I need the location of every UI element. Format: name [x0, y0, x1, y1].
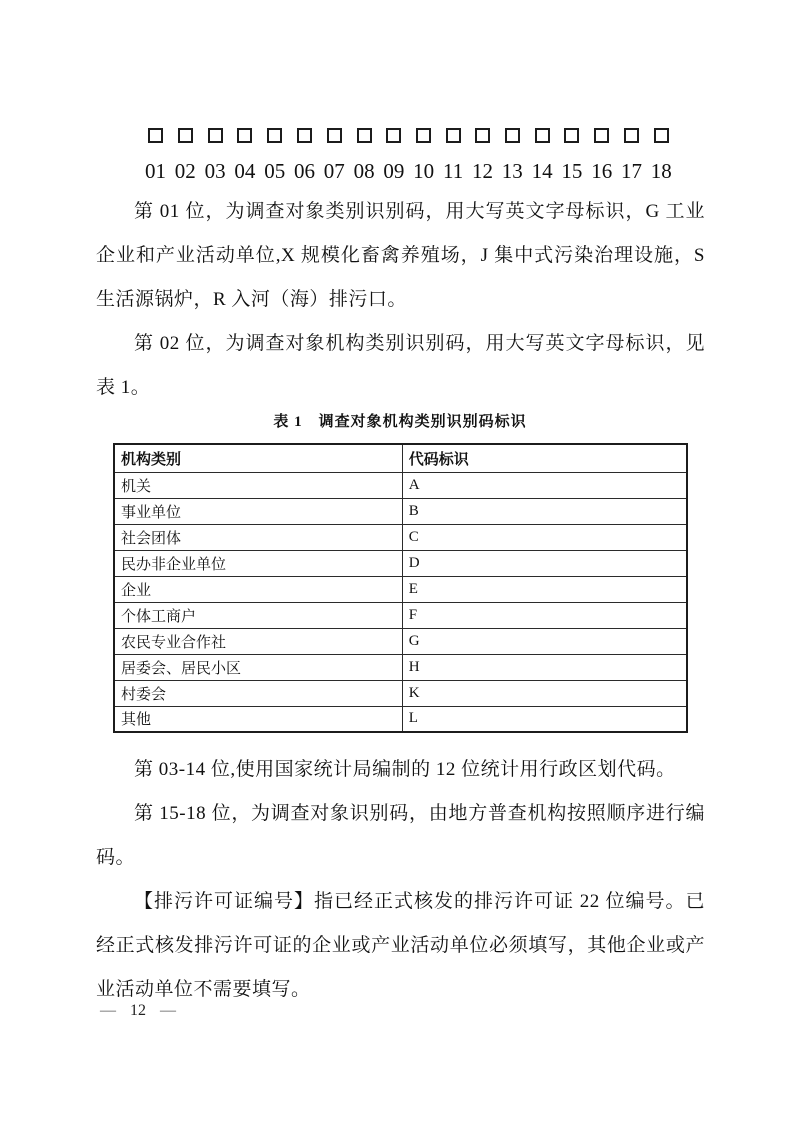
paragraph-permit-number: 【排污许可证编号】指已经正式核发的排污许可证 22 位编号。已经正式核发排污许可证的企业或产业活动单位必须填写，其他企业或产业活动单位不需要填写。 — [96, 891, 705, 1000]
checkbox-icon — [178, 128, 193, 143]
checkbox-icon — [416, 128, 431, 143]
table-row — [114, 472, 687, 498]
category-cell: 企业 — [114, 576, 402, 602]
category-cell: 民办非企业单位 — [114, 550, 402, 576]
table-header-row — [114, 444, 687, 472]
code-box-column — [145, 128, 166, 182]
page-number: 12 — [130, 1002, 146, 1019]
checkbox-icon — [654, 128, 669, 143]
position-number: 09 — [383, 159, 405, 183]
code-box-column — [234, 128, 255, 182]
position-number: 13 — [501, 159, 523, 183]
checkbox-icon — [267, 128, 282, 143]
code-cell: A — [402, 472, 687, 498]
checkbox-icon — [475, 128, 490, 143]
code-box-column — [354, 128, 375, 182]
code-box-column — [383, 128, 404, 182]
category-cell: 居委会、居民小区 — [114, 654, 402, 680]
table-caption: 表 1 调查对象机构类别识别码标识 — [273, 414, 527, 430]
position-number: 18 — [650, 159, 672, 183]
checkbox-icon — [327, 128, 342, 143]
checkbox-icon — [357, 128, 372, 143]
code-box-column — [621, 128, 642, 182]
footer-dash-right: — — [160, 1002, 176, 1019]
position-number: 04 — [234, 159, 256, 183]
checkbox-icon — [535, 128, 550, 143]
body-text-upper — [96, 190, 705, 410]
category-cell: 社会团体 — [114, 524, 402, 550]
position-number: 06 — [293, 159, 315, 183]
table-row — [114, 550, 687, 576]
checkbox-icon — [624, 128, 639, 143]
position-number: 03 — [204, 159, 226, 183]
code-box-column — [264, 128, 285, 182]
category-cell: 个体工商户 — [114, 602, 402, 628]
code-cell: D — [402, 550, 687, 576]
checkbox-icon — [564, 128, 579, 143]
code-box-column — [205, 128, 226, 182]
code-cell: G — [402, 628, 687, 654]
category-cell: 其他 — [114, 706, 402, 732]
code-cell: K — [402, 680, 687, 706]
checkbox-icon — [148, 128, 163, 143]
paragraph-digit-03-14: 第 03-14 位,使用国家统计局编制的 12 位统计用行政区划代码。 — [134, 759, 676, 780]
position-number: 08 — [353, 159, 375, 183]
position-number: 02 — [174, 159, 196, 183]
position-number: 12 — [472, 159, 493, 183]
code-cell: B — [402, 498, 687, 524]
table-row — [114, 602, 687, 628]
paragraph-digit-01: 第 01 位，为调查对象类别识别码，用大写英文字母标识，G 工业企业和产业活动单位,X 规模化畜禽养殖场，J 集中式污染治理设施，S 生活源锅炉，R 入河（海）排污口。 — [96, 201, 705, 310]
code-box-column — [175, 128, 196, 182]
table-row — [114, 576, 687, 602]
code-box-column — [651, 128, 672, 182]
position-number: 15 — [561, 159, 583, 183]
page-footer — [100, 1002, 176, 1020]
code-cell: F — [402, 602, 687, 628]
code-box-column — [502, 128, 523, 182]
code-box-column — [324, 128, 345, 182]
category-cell: 机关 — [114, 472, 402, 498]
header-category: 机构类别 — [114, 444, 402, 472]
checkbox-icon — [297, 128, 312, 143]
checkbox-icon — [594, 128, 609, 143]
paragraph-digit-15-18: 第 15-18 位，为调查对象识别码，由地方普查机构按照顺序进行编码。 — [96, 803, 705, 868]
checkbox-icon — [237, 128, 252, 143]
code-box-column — [443, 128, 463, 182]
position-number: 05 — [264, 159, 286, 183]
org-category-table — [113, 443, 688, 733]
checkbox-icon — [446, 128, 461, 143]
code-box-grid — [145, 128, 672, 182]
code-box-column — [472, 128, 493, 182]
table-row — [114, 680, 687, 706]
category-cell: 农民专业合作社 — [114, 628, 402, 654]
footer-dash-left: — — [100, 1002, 116, 1019]
category-cell: 事业单位 — [114, 498, 402, 524]
code-box-column — [294, 128, 315, 182]
code-cell: L — [402, 706, 687, 732]
paragraph-digit-02: 第 02 位，为调查对象机构类别识别码，用大写英文字母标识，见表 1。 — [96, 333, 705, 398]
position-number: 11 — [442, 159, 464, 183]
position-number: 14 — [531, 159, 553, 183]
org-table-body — [114, 472, 687, 732]
code-box-column — [561, 128, 582, 182]
org-table-head — [114, 444, 687, 472]
header-code: 代码标识 — [402, 444, 687, 472]
checkbox-icon — [386, 128, 401, 143]
position-number: 17 — [620, 159, 642, 183]
code-cell: C — [402, 524, 687, 550]
table-row — [114, 654, 687, 680]
category-cell: 村委会 — [114, 680, 402, 706]
code-cell: E — [402, 576, 687, 602]
code-box-column — [591, 128, 612, 182]
position-number: 10 — [413, 159, 435, 183]
code-box-column — [532, 128, 553, 182]
checkbox-icon — [208, 128, 223, 143]
table-row — [114, 628, 687, 654]
table-row — [114, 498, 687, 524]
body-text-lower — [96, 748, 705, 1012]
code-cell: H — [402, 654, 687, 680]
checkbox-icon — [505, 128, 520, 143]
table-row — [114, 524, 687, 550]
position-number: 01 — [145, 159, 166, 183]
position-number: 07 — [323, 159, 345, 183]
position-number: 16 — [591, 159, 613, 183]
table-row — [114, 706, 687, 732]
code-box-column — [413, 128, 434, 182]
